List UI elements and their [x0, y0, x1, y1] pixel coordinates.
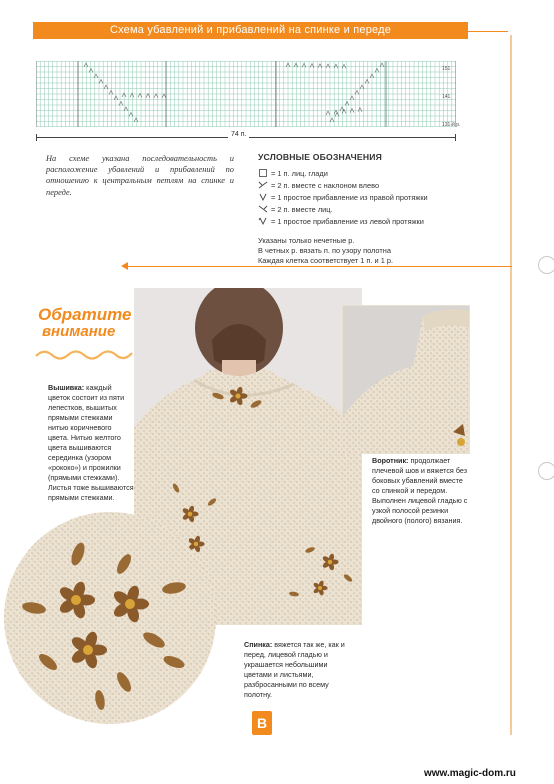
binder-hole-icon: [538, 256, 554, 274]
attention-heading: [38, 306, 134, 340]
legend-item: [258, 203, 498, 215]
binder-hole-icon: [538, 462, 554, 480]
caption-title: Воротник:: [372, 456, 409, 465]
legend-title: УСЛОВНЫЕ ОБОЗНАЧЕНИЯ: [258, 152, 383, 162]
collar-caption: [372, 456, 468, 526]
arrow-left-icon: [121, 262, 128, 270]
caption-text: вяжется так же, как и перед, лицевой гладью и украшается небольшими цветами и листьями, разбросанными по всему полотну.: [244, 640, 345, 699]
chart-description: На схеме указана последовательность и расположение убавлений и прибавлений по отношению к центральным петлям на спинке и переде.: [46, 154, 234, 197]
attention-line-1: Обратите: [38, 305, 132, 324]
legend-item: [258, 179, 498, 191]
increase-right-icon: [258, 192, 268, 202]
page-edge-stripe: [510, 35, 512, 735]
width-label: 74 п.: [228, 131, 249, 138]
legend-item: [258, 167, 498, 179]
legend-item: [258, 215, 498, 227]
legend-item-label: = 2 п. вместе с наклоном влево: [271, 180, 380, 190]
wave-decoration-icon: [34, 347, 134, 361]
caption-title: Спинка:: [244, 640, 273, 649]
embroidery-closeup-photo: [4, 512, 216, 724]
caption-text: каждый цветок состоит из пяти лепестков, вышитых прямыми стежками нитью коричневого цвета. Нитью желтого цвета вышиваются серединка (узором «рококо») и прожилки (прямыми стежками). Листья тоже вышиваются прямыми стежками.: [48, 383, 134, 502]
legend-item: [258, 191, 498, 203]
knitting-chart: [36, 61, 456, 127]
site-watermark: www.magic-dom.ru: [424, 768, 516, 779]
increase-left-icon: [258, 216, 268, 226]
decrease-left-icon: [258, 180, 268, 190]
header-rule: [468, 31, 508, 32]
note-line: Указаны только нечетные р.: [258, 236, 355, 245]
attention-line-2: внимание: [42, 323, 116, 340]
legend-item-label: = 1 простое прибавление из левой протяжки: [271, 216, 424, 226]
note-line: В четных р. вязать п. по узору полотна: [258, 246, 391, 255]
legend-item-label: = 1 п. лиц. глади: [271, 168, 328, 178]
section-header: Схема убавлений и прибавлений на спинке и переде: [33, 22, 468, 39]
row-label: 141: [442, 94, 451, 100]
legend-item-label: = 1 простое прибавление из правой протяжки: [271, 192, 428, 202]
decrease-right-icon: [258, 204, 268, 214]
row-label: 151: [442, 66, 451, 72]
caption-title: Вышивка:: [48, 383, 85, 392]
legend-item-label: = 2 п. вместе лиц.: [271, 204, 333, 214]
collar-detail-photo: [342, 305, 470, 454]
legend: [258, 152, 498, 266]
caption-text: продолжает плечевой шов и вяжется без боковых убавлений вместе со спинкой и передом. Выполнен лицевой гладью с узкой полосой резинки двойного (полого) вязания.: [372, 456, 468, 525]
back-caption: [244, 640, 348, 700]
row-label: 131-й р.: [442, 122, 461, 128]
section-divider: [128, 266, 512, 267]
legend-notes: [258, 236, 498, 266]
square-icon: [258, 168, 268, 178]
note-line: Каждая клетка соответствует 1 п. и 1 р.: [258, 256, 394, 265]
embroidery-caption: [48, 383, 134, 503]
page-letter-badge: В: [252, 711, 272, 735]
